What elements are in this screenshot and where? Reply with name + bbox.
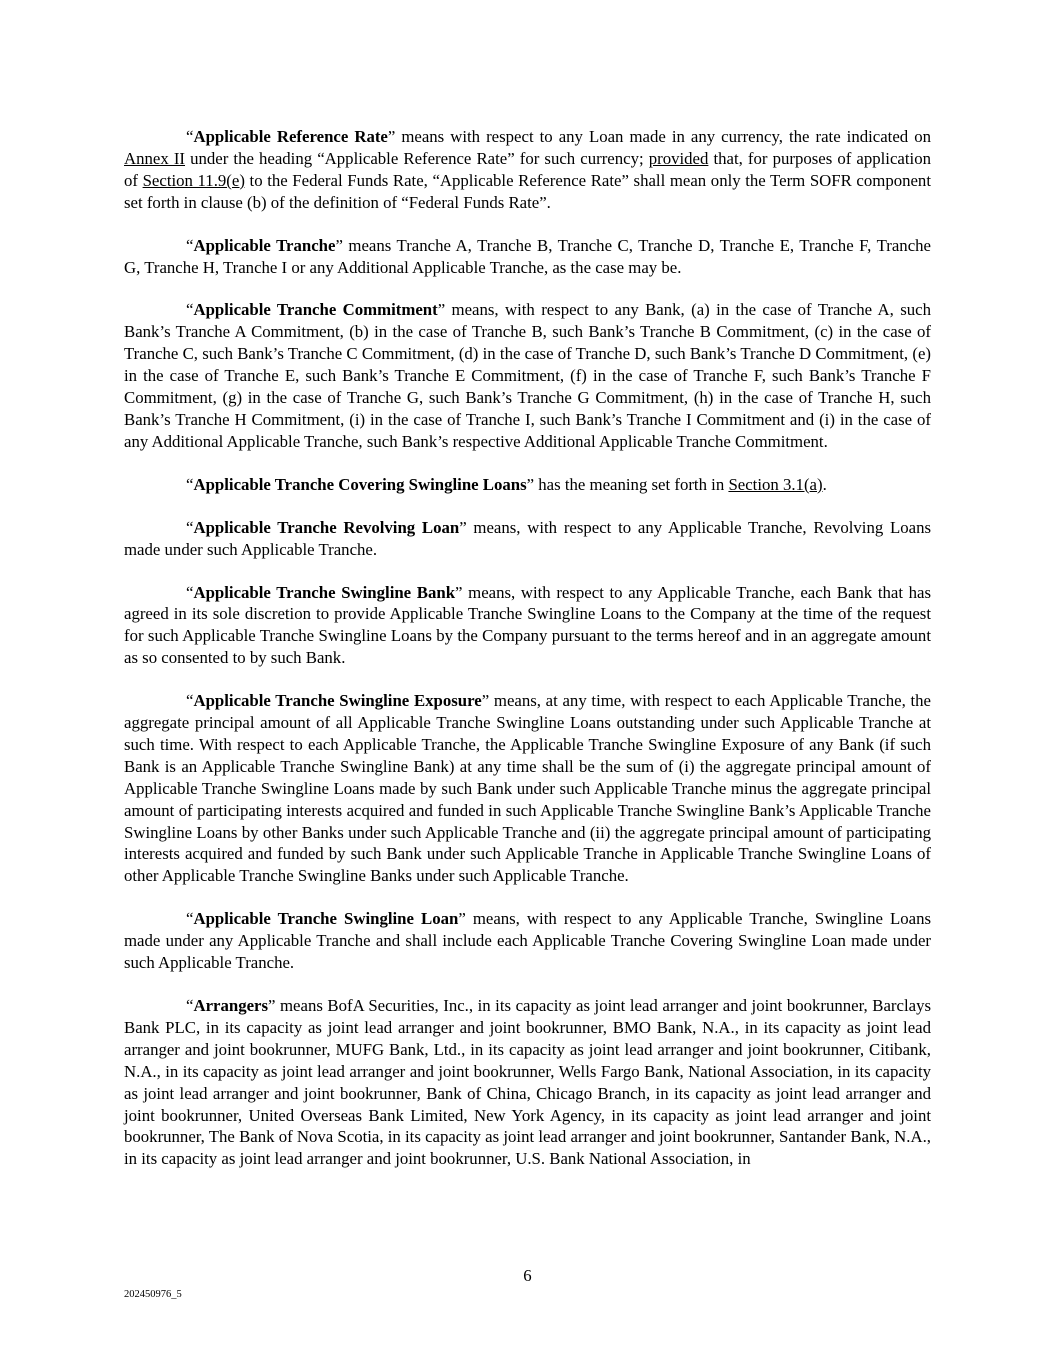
cross-reference: Section 11.9(e) [142,170,245,190]
paragraph-text: ” means BofA Securities, Inc., in its capacity as joint lead arranger and joint bookrunner, Barclays Bank PLC, in its capacity as joint lead arranger and joint bookrunner, BMO Bank, N.A., in its capacity as joint lead arranger and joint bookrunner, MUFG Bank, Ltd., in its capacity as joint lead arranger and joint bookrunner, Citibank, N.A., in its capacity as joint lead arranger and joint bookrunner, Wells Fargo Bank, National Association, in its capacity as joint lead arranger and joint bookrunner, Bank of China, Chicago Branch, in its capacity as joint lead arranger and joint bookrunner, United Overseas Bank Limited, New York Agency, in its capacity as joint lead arranger and joint bookrunner, The Bank of Nova Scotia, in its capacity as joint lead arranger and joint bookrunner, Santander Bank, N.A., in its capacity as joint lead arranger and joint bookrunner, U.S. Bank National Association, in [124,996,931,1169]
definition-arrangers [124,995,931,1170]
paragraph-text: “ [186,127,194,146]
defined-term: Applicable Tranche Commitment [193,300,438,320]
paragraph-text: . [822,474,827,494]
defined-term: Arrangers [193,996,269,1015]
paragraph-text: “ [186,300,194,320]
definition-applicable-tranche-swingline-loan [124,908,931,974]
defined-term: Applicable Tranche [193,235,336,255]
defined-term: Applicable Tranche Swingline Exposure [193,691,482,711]
paragraph-text: “ [186,691,194,711]
cross-reference: provided [648,148,709,168]
document-body [124,126,931,1191]
paragraph-text: ” means, with respect to any Applicable Tranche, each Bank that has agreed in its sole discretion to provide Applicable Tranche Swingline Loans to the Company at the time of the request for such Applicable Tranche Swingline Loans by the Company pursuant to the terms hereof and in an aggregate amount as so consented to by such Bank. [124,582,932,668]
paragraph-text: “ [186,909,194,929]
defined-term: Applicable Tranche Covering Swingline Loans [193,474,527,494]
paragraph-text: ” means, at any time, with respect to each Applicable Tranche, the aggregate principal amount of all Applicable Tranche Swingline Loans outstanding under such Applicable Tranche at such time. With respect to each Applicable Tranche, the Applicable Tranche Swingline Exposure of any Bank (if such Bank is an Applicable Tranche Swingline Bank) at any time shall be the sum of (i) the aggregate principal amount of Applicable Tranche Swingline Loans made by such Bank under such Applicable Tranche minus the aggregate principal amount of participating interests acquired and funded in such Applicable Tranche Swingline Bank’s Applicable Tranche Swingline Loans by other Banks under such Applicable Tranche and (ii) the aggregate principal amount of participating interests acquired and funded by such Bank under such Applicable Tranche in Applicable Tranche Swingline Loans of other Applicable Tranche Swingline Banks under such Applicable Tranche. [124,691,931,886]
paragraph-text: under the heading “Applicable Reference Rate” for such currency; [185,148,649,168]
paragraph-text: “ [186,582,194,602]
definition-applicable-reference-rate [124,126,931,214]
definition-applicable-tranche-covering-swingline-loans [124,474,931,496]
defined-term: Applicable Tranche Swingline Bank [193,582,456,602]
document-id: 202450976_5 [124,1289,182,1300]
paragraph-text: ” has the meaning set forth in [526,474,729,494]
cross-reference: Annex II [124,148,186,168]
definition-applicable-tranche [124,235,931,279]
paragraph-text: “ [186,996,194,1015]
paragraph-text: “ [186,517,194,537]
paragraph-text: ” means Tranche A, Tranche B, Tranche C, Tranche D, Tranche E, Tranche F, Tranche G, Tranche H, Tranche I or any Additional Applicable Tranche, as the case may be. [124,235,931,277]
definition-applicable-tranche-commitment [124,299,931,452]
page-number: 6 [523,1266,532,1285]
paragraph-text: ” means, with respect to any Applicable Tranche, Swingline Loans made under any Applicable Tranche and shall include each Applicable Tranche Covering Swingline Loan made under such Applicable Tranche. [124,909,931,973]
defined-term: Applicable Tranche Revolving Loan [193,517,460,537]
paragraph-text: “ [186,235,194,255]
paragraph-text: ” means, with respect to any Applicable Tranche, Revolving Loans made under such Applicable Tranche. [124,517,931,559]
paragraph-text: “ [186,474,194,494]
definition-applicable-tranche-revolving-loan [124,517,931,561]
definition-applicable-tranche-swingline-exposure [124,690,931,887]
paragraph-text: to the Federal Funds Rate, “Applicable Reference Rate” shall mean only the Term SOFR component set forth in clause (b) of the definition of “Federal Funds Rate”. [124,170,931,212]
defined-term: Applicable Tranche Swingline Loan [193,909,459,929]
paragraph-text: ” means with respect to any Loan made in any currency, the rate indicated on [387,127,931,146]
paragraph-text: ” means, with respect to any Bank, (a) in the case of Tranche A, such Bank’s Tranche A Commitment, (b) in the case of Tranche B, such Bank’s Tranche B Commitment, (c) in the case of Tranche C, such Bank’s Tranche C Commitment, (d) in the case of Tranche D, such Bank’s Tranche D Commitment, (e) in the case of Tranche E, such Bank’s Tranche E Commitment, (f) in the case of Tranche F, such Bank’s Tranche F Commitment, (g) in the case of Tranche G, such Bank’s Tranche G Commitment, (h) in the case of Tranche H, such Bank’s Tranche H Commitment, (i) in the case of Tranche I, such Bank’s Tranche I Commitment and (i) in the case of any Additional Applicable Tranche, such Bank’s respective Additional Applicable Tranche Commitment. [124,300,931,451]
paragraph-text: that, for purposes of application of [124,148,931,190]
defined-term: Applicable Reference Rate [193,127,388,146]
definition-applicable-tranche-swingline-bank [124,582,931,670]
cross-reference: Section 3.1(a) [728,474,823,494]
